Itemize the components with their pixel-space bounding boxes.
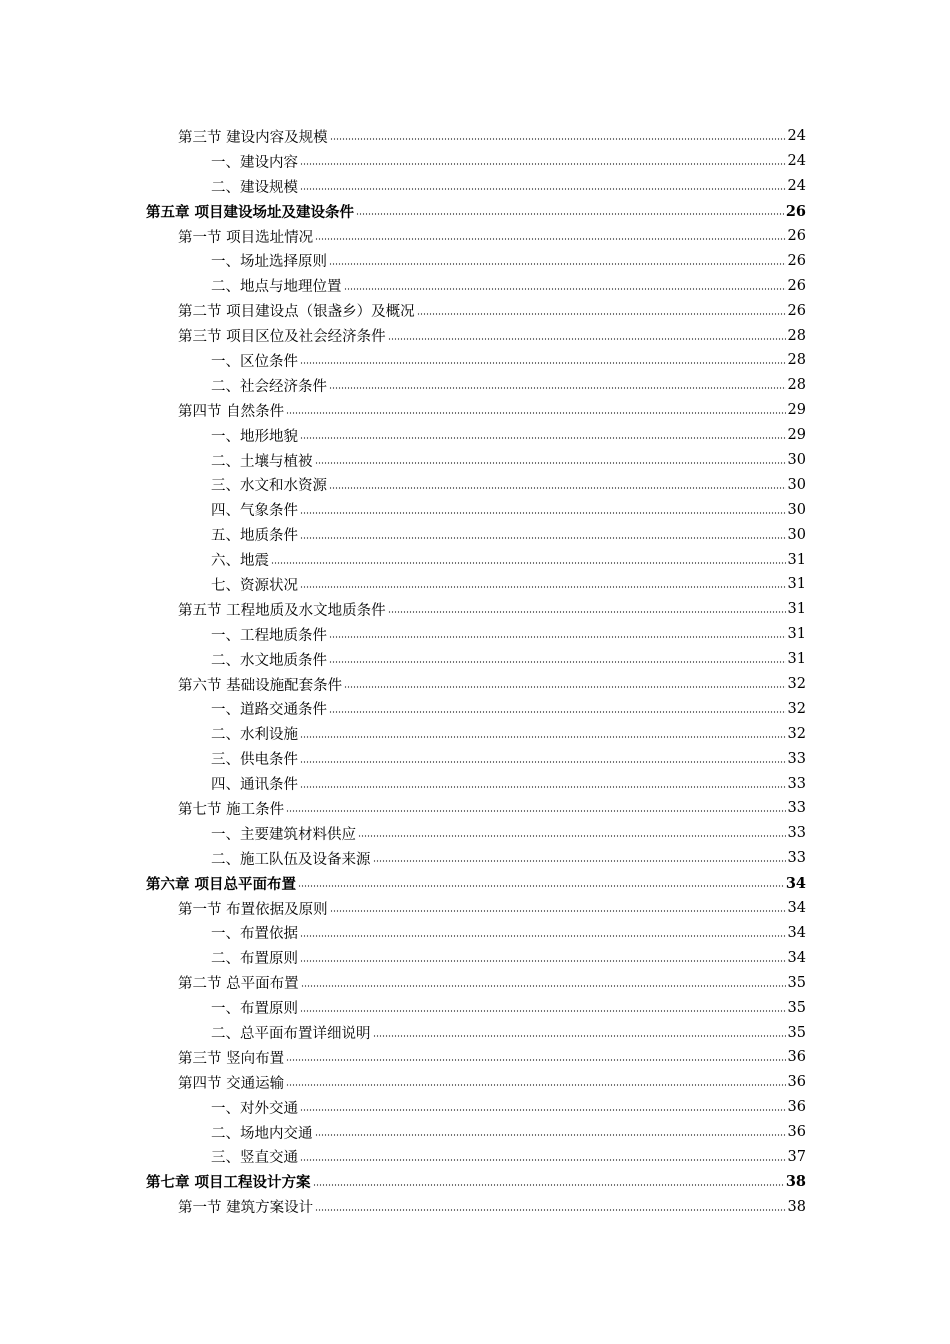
toc-entry-title: 一、场址选择原则	[211, 250, 328, 271]
toc-dot-leader	[300, 362, 786, 364]
toc-dot-leader	[329, 387, 786, 389]
toc-page-number: 31	[787, 576, 806, 593]
toc-dot-leader	[300, 761, 786, 763]
toc-subsection-entry[interactable]	[0, 348, 806, 373]
toc-page-number: 28	[787, 352, 806, 369]
toc-dot-leader	[300, 437, 786, 439]
toc-subsection-entry[interactable]	[0, 149, 806, 174]
toc-dot-leader	[417, 313, 786, 315]
toc-dot-leader	[373, 1035, 786, 1037]
toc-entry-title: 第一节 建筑方案设计	[178, 1196, 314, 1217]
toc-dot-leader	[388, 338, 786, 340]
toc-section-entry[interactable]	[0, 1194, 806, 1219]
toc-subsection-entry[interactable]	[0, 373, 806, 398]
toc-dot-leader	[329, 711, 786, 713]
toc-dot-leader	[301, 985, 786, 987]
toc-dot-leader	[358, 835, 786, 837]
toc-page-number: 30	[787, 452, 806, 469]
toc-entry-title: 二、建设规模	[211, 176, 299, 197]
toc-entry-title: 二、水文地质条件	[211, 649, 328, 670]
table-of-contents	[0, 124, 950, 1219]
toc-dot-leader	[315, 1209, 785, 1211]
toc-entry-title: 二、水利设施	[211, 723, 299, 744]
toc-dot-leader	[315, 238, 785, 240]
toc-dot-leader	[329, 487, 786, 489]
toc-subsection-entry[interactable]	[0, 622, 806, 647]
toc-dot-leader	[300, 1109, 786, 1111]
toc-entry-title: 五、地质条件	[211, 524, 299, 545]
toc-subsection-entry[interactable]	[0, 522, 806, 547]
toc-dot-leader	[286, 810, 785, 812]
toc-dot-leader	[373, 860, 786, 862]
toc-entry-title: 一、布置依据	[211, 922, 299, 943]
toc-page-number: 31	[787, 601, 806, 618]
toc-subsection-entry[interactable]	[0, 921, 806, 946]
toc-subsection-entry[interactable]	[0, 1095, 806, 1120]
toc-dot-leader	[300, 1010, 786, 1012]
toc-page-number: 35	[787, 1024, 806, 1041]
toc-page-number: 24	[787, 178, 806, 195]
toc-dot-leader	[315, 1134, 786, 1136]
toc-section-entry[interactable]	[0, 970, 806, 995]
toc-entry-title: 第一节 布置依据及原则	[178, 898, 329, 919]
toc-page-number: 26	[787, 302, 806, 319]
toc-entry-title: 第五节 工程地质及水文地质条件	[178, 599, 387, 620]
toc-entry-title: 一、道路交通条件	[211, 698, 328, 719]
toc-entry-title: 二、土壤与植被	[211, 450, 314, 471]
toc-subsection-entry[interactable]	[0, 1020, 806, 1045]
toc-subsection-entry[interactable]	[0, 448, 806, 473]
toc-page-number: 29	[787, 427, 806, 444]
toc-chapter-entry[interactable]	[0, 199, 806, 224]
toc-subsection-entry[interactable]	[0, 273, 806, 298]
toc-dot-leader	[271, 562, 786, 564]
toc-entry-title: 第三节 项目区位及社会经济条件	[178, 325, 387, 346]
toc-section-entry[interactable]	[0, 672, 806, 697]
toc-section-entry[interactable]	[0, 398, 806, 423]
toc-page-number: 36	[787, 1074, 806, 1091]
toc-entry-title: 一、区位条件	[211, 350, 299, 371]
toc-page-number: 26	[787, 228, 806, 244]
toc-page-number: 29	[787, 402, 806, 419]
toc-entry-title: 第七章 项目工程设计方案	[146, 1171, 312, 1192]
toc-dot-leader	[300, 586, 786, 588]
toc-dot-leader	[300, 960, 786, 962]
toc-dot-leader	[330, 910, 786, 912]
toc-page-number: 35	[787, 974, 806, 991]
toc-subsection-entry[interactable]	[0, 572, 806, 597]
toc-entry-title: 第四节 交通运输	[178, 1072, 285, 1093]
toc-page-number: 30	[787, 501, 806, 518]
toc-subsection-entry[interactable]	[0, 174, 806, 199]
toc-subsection-entry[interactable]	[0, 746, 806, 771]
toc-section-entry[interactable]	[0, 224, 806, 249]
toc-dot-leader	[300, 935, 786, 937]
toc-section-entry[interactable]	[0, 1045, 806, 1070]
toc-page-number: 32	[787, 725, 806, 742]
toc-entry-title: 一、工程地质条件	[211, 624, 328, 645]
toc-page-number: 24	[787, 128, 806, 145]
toc-dot-leader	[344, 686, 785, 688]
toc-page-number: 33	[787, 800, 806, 817]
toc-subsection-entry[interactable]	[0, 1120, 806, 1145]
toc-section-entry[interactable]	[0, 323, 806, 348]
toc-page-number: 34	[787, 900, 806, 917]
toc-entry-title: 第七节 施工条件	[178, 798, 285, 819]
toc-subsection-entry[interactable]	[0, 821, 806, 846]
toc-entry-title: 第五章 项目建设场址及建设条件	[146, 201, 355, 222]
toc-page-number: 31	[787, 551, 806, 568]
toc-entry-title: 二、地点与地理位置	[211, 275, 343, 296]
toc-page-number: 33	[787, 850, 806, 867]
toc-subsection-entry[interactable]	[0, 696, 806, 721]
toc-page-number: 35	[787, 999, 806, 1016]
toc-page-number: 31	[787, 651, 806, 668]
toc-section-entry[interactable]	[0, 124, 806, 149]
toc-entry-title: 第四节 自然条件	[178, 400, 285, 421]
toc-page-number: 33	[787, 775, 806, 792]
toc-page-number: 30	[787, 476, 806, 493]
toc-dot-leader	[315, 462, 786, 464]
toc-page-number: 33	[787, 825, 806, 842]
toc-page-number: 37	[787, 1148, 806, 1165]
toc-dot-leader	[300, 512, 786, 514]
toc-entry-title: 二、布置原则	[211, 947, 299, 968]
toc-page-number: 34	[787, 949, 806, 966]
toc-page-number: 24	[787, 153, 806, 170]
toc-section-entry[interactable]	[0, 896, 806, 921]
toc-dot-leader	[300, 1159, 786, 1161]
toc-section-entry[interactable]	[0, 597, 806, 622]
toc-page-number: 30	[787, 526, 806, 543]
toc-section-entry[interactable]	[0, 796, 806, 821]
toc-page-number: 32	[787, 700, 806, 717]
toc-entry-title: 一、布置原则	[211, 997, 299, 1018]
toc-subsection-entry[interactable]	[0, 472, 806, 497]
toc-subsection-entry[interactable]	[0, 721, 806, 746]
toc-dot-leader	[344, 288, 786, 290]
toc-entry-title: 第二节 总平面布置	[178, 972, 300, 993]
toc-entry-title: 一、主要建筑材料供应	[211, 823, 357, 844]
toc-entry-title: 一、对外交通	[211, 1097, 299, 1118]
toc-dot-leader	[300, 163, 786, 165]
toc-entry-title: 一、建设内容	[211, 151, 299, 172]
toc-page-number: 36	[787, 1124, 806, 1141]
toc-page-number: 26	[787, 277, 806, 294]
toc-page-number: 28	[787, 377, 806, 394]
toc-subsection-entry[interactable]	[0, 945, 806, 970]
toc-chapter-entry[interactable]	[0, 871, 806, 896]
toc-dot-leader	[300, 188, 786, 190]
toc-entry-title: 一、地形地貌	[211, 425, 299, 446]
toc-page-number: 34	[787, 924, 806, 941]
toc-page-number: 38	[787, 1198, 806, 1215]
toc-entry-title: 三、水文和水资源	[211, 474, 328, 495]
toc-dot-leader	[329, 661, 786, 663]
toc-dot-leader	[300, 786, 786, 788]
toc-page-number: 31	[787, 626, 806, 643]
toc-entry-title: 六、地震	[211, 549, 270, 570]
toc-dot-leader	[330, 138, 786, 140]
toc-entry-title: 二、总平面布置详细说明	[211, 1022, 372, 1043]
toc-page-number: 33	[787, 750, 806, 767]
toc-entry-title: 四、通讯条件	[211, 773, 299, 794]
toc-page-number: 36	[787, 1049, 806, 1066]
toc-page-number: 32	[787, 676, 806, 693]
toc-entry-title: 二、社会经济条件	[211, 375, 328, 396]
toc-subsection-entry[interactable]	[0, 423, 806, 448]
toc-entry-title: 第一节 项目选址情况	[178, 226, 314, 247]
toc-entry-title: 四、气象条件	[211, 499, 299, 520]
toc-subsection-entry[interactable]	[0, 995, 806, 1020]
toc-entry-title: 第三节 建设内容及规模	[178, 126, 329, 147]
toc-page-number: 28	[787, 327, 806, 344]
toc-entry-title: 二、施工队伍及设备来源	[211, 848, 372, 869]
toc-entry-title: 第六章 项目总平面布置	[146, 873, 297, 894]
toc-entry-title: 三、竖直交通	[211, 1146, 299, 1167]
toc-subsection-entry[interactable]	[0, 1145, 806, 1170]
toc-dot-leader	[298, 885, 784, 887]
toc-entry-title: 二、场地内交通	[211, 1122, 314, 1143]
toc-subsection-entry[interactable]	[0, 647, 806, 672]
toc-subsection-entry[interactable]	[0, 771, 806, 796]
toc-entry-title: 第六节 基础设施配套条件	[178, 674, 343, 695]
toc-dot-leader	[286, 1084, 785, 1086]
toc-page-number: 34	[785, 874, 806, 892]
toc-page-number: 26	[787, 252, 806, 269]
toc-chapter-entry[interactable]	[0, 1169, 806, 1194]
toc-entry-title: 七、资源状况	[211, 574, 299, 595]
toc-page-number: 26	[785, 202, 806, 220]
toc-dot-leader	[313, 1184, 784, 1186]
toc-page-number: 36	[787, 1099, 806, 1116]
toc-entry-title: 第二节 项目建设点（银盏乡）及概况	[178, 300, 416, 321]
toc-dot-leader	[300, 736, 786, 738]
toc-dot-leader	[286, 1059, 785, 1061]
toc-dot-leader	[356, 213, 784, 215]
toc-section-entry[interactable]	[0, 298, 806, 323]
toc-dot-leader	[300, 537, 786, 539]
toc-section-entry[interactable]	[0, 1070, 806, 1095]
toc-subsection-entry[interactable]	[0, 248, 806, 273]
toc-page-number: 38	[785, 1173, 806, 1191]
toc-subsection-entry[interactable]	[0, 497, 806, 522]
toc-dot-leader	[329, 263, 786, 265]
toc-subsection-entry[interactable]	[0, 846, 806, 871]
toc-dot-leader	[388, 611, 786, 613]
toc-dot-leader	[329, 636, 786, 638]
toc-subsection-entry[interactable]	[0, 547, 806, 572]
toc-entry-title: 第三节 竖向布置	[178, 1047, 285, 1068]
toc-dot-leader	[286, 412, 785, 414]
toc-entry-title: 三、供电条件	[211, 748, 299, 769]
